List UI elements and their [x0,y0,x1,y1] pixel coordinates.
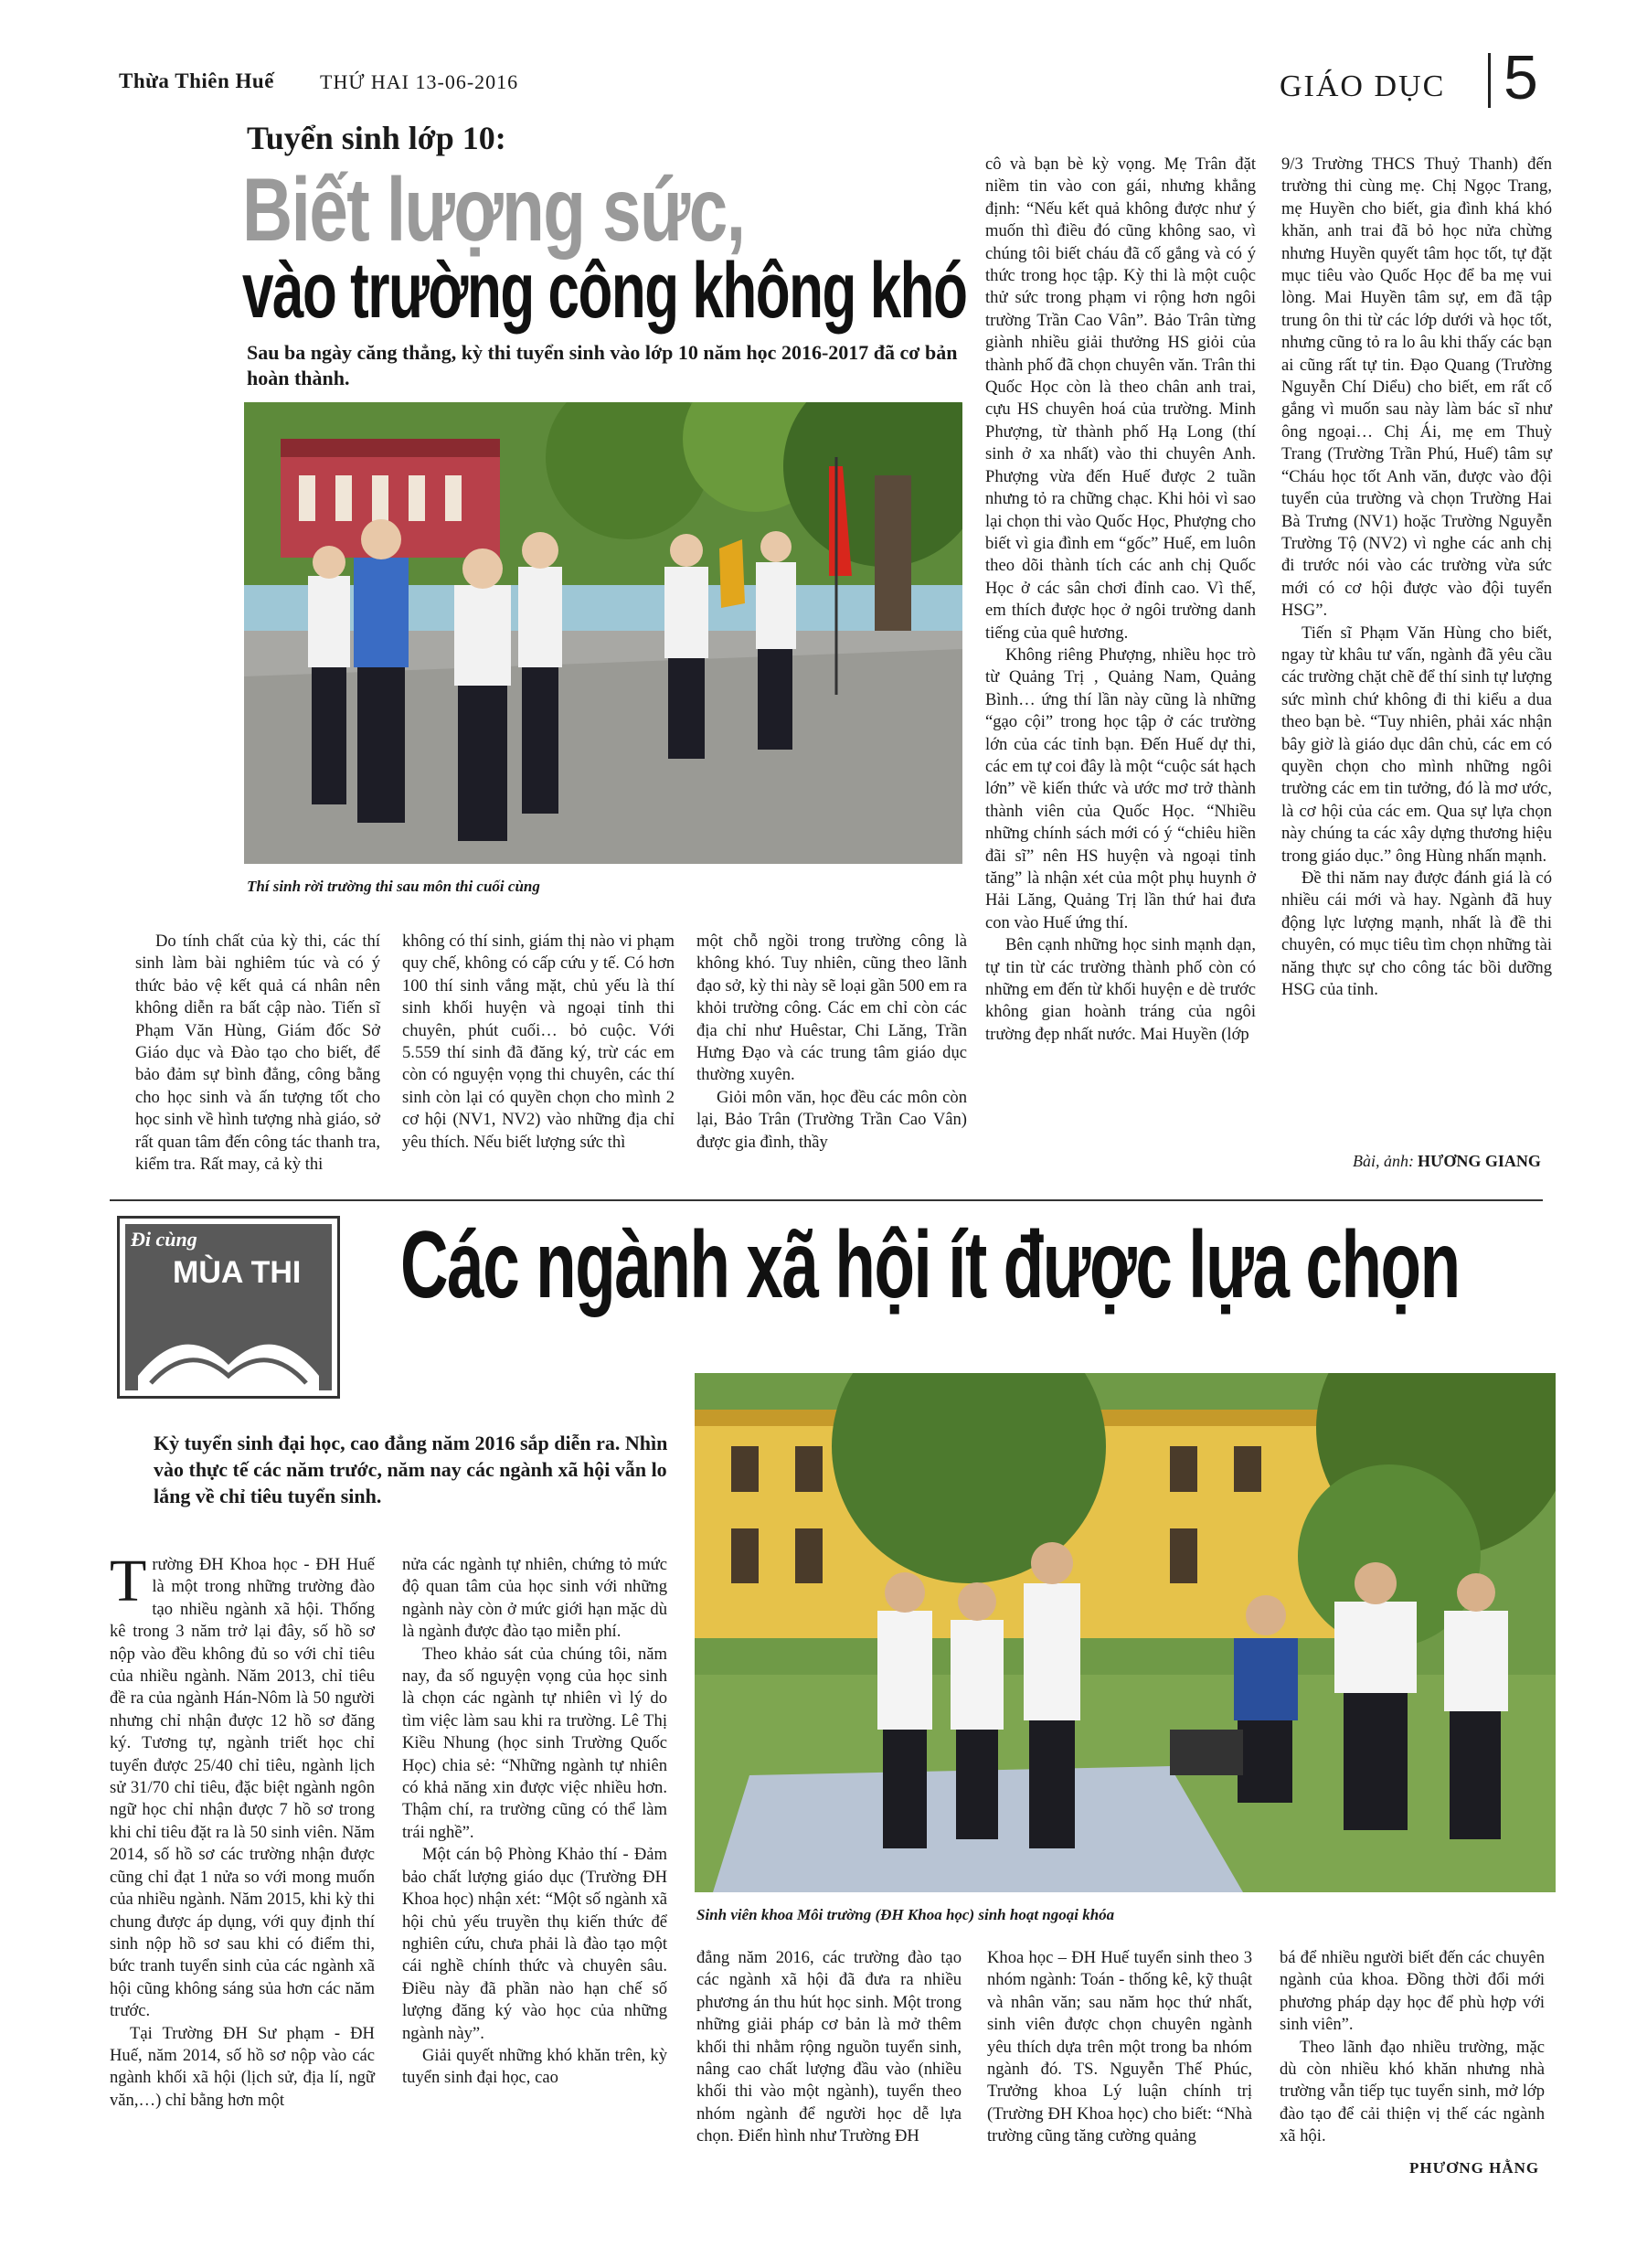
drop-cap: T [110,1548,147,1614]
article1-sapo: Sau ba ngày căng thẳng, kỳ thi tuyển sinh vào lớp 10 năm học 2016-2017 đã cơ bản hoàn thành. [247,341,958,389]
article-divider [110,1199,1543,1201]
article2-photo [695,1373,1556,1892]
article2-column-3 [696,1947,962,2148]
article2-byline: PHƯƠNG HẰNG [1409,2159,1540,2177]
paragraph [110,1548,375,2023]
paragraph: đẳng năm 2016, các trường đào tạo các ngành xã hội đã đưa ra nhiều phương án thu hút học sinh. Một trong những giải pháp cơ bản là mở thêm khối thi nhằm rộng nguồn tuyển sinh, nâng cao chất lượng đầu vào (nhiều khối thi vào một ngành), tuyển theo nhóm ngành để người học dễ lựa chọn. Điển hình như Trường ĐH [696,1948,962,2146]
header-divider [1488,53,1491,108]
paragraph: Bên cạnh những học sinh mạnh dạn, tự tin từ các trường thành phố còn có những em đến từ khối huyện e dè trước không gian hoành tráng của ngôi trường đẹp nhất nước. Mai Huyền (lớp [985,935,1256,1044]
article2-headline: Các ngành xã hội ít được lựa chọn [400,1212,1460,1318]
paragraph: Không riêng Phượng, nhiều học trò từ Quảng Trị , Quảng Nam, Quảng Bình… ứng thí lần này cũng là những “gạo cội” trong học tập ở các trường lớn của các tỉnh bạn. Đến Huế dự thi, các em tự coi đây là một “cuộc sát hạch lớn” về kiến thức và ước mơ trở thành thành viên của Quốc Học. “Nhiều những chính sách mới có ý “chiêu hiền đãi sĩ” nên HS huyện và ngoại tỉnh tăng” là nhận xét của một phụ huynh ở Hải Lăng, Quảng Trị lần thứ hai đưa con vào Huế ứng thí. [985,644,1256,932]
series-logo [117,1216,340,1399]
page-number: 5 [1504,43,1538,112]
paragraph: Khoa học – ĐH Huế tuyển sinh theo 3 nhóm ngành: Toán - thống kê, kỹ thuật và nhân văn; sau năm học thứ nhất, sinh viên được chọn chuyên ngành yêu thích dựa trên một trong ba nhóm ngành đó. TS. Nguyễn Thế Phúc, Trưởng khoa Lý luận chính trị (Trường ĐH Khoa học) cho biết: “Nhà trường cũng tăng cường quảng [987,1948,1252,2146]
paragraph: không có thí sinh, giám thị nào vi phạm quy chế, không có cấp cứu y tế. Có hơn 100 thí sinh vắng mặt, chủ yếu là thí sinh khối huyện và ngoại tỉnh thi chuyên, phút cuối… bỏ cuộc. Với 5.559 thí sinh đã đăng ký, trừ các em còn có nguyện vọng thi chuyên, các thí sinh còn lại có quyền chọn cho mình 2 cơ hội (NV1, NV2) vào những địa chỉ yêu thích. Nếu biết lượng sức thì [402,932,675,1152]
paragraph: Tiến sĩ Phạm Văn Hùng cho biết, ngay từ khâu tư vấn, ngành đã yêu cầu các trường chặt chẽ để thí sinh tự lượng sức mình chứ không đi thi kiểu a dua theo bạn bè. “Tuy nhiên, phải xác nhận bây giờ là giáo dục dân chủ, các em có quyền chọn cho mình những ngôi trường các em tin tưởng, đó là mơ ước, là cơ hội của các em. Qua sự lựa chọn này chúng ta các xây dựng thương hiệu trong giáo dục.” ông Hùng nhấn mạnh. [1281,623,1552,866]
byline-author: HƯƠNG GIANG [1418,1152,1541,1170]
paper-name: Thừa Thiên Huế [119,69,274,92]
article1-headline-line1: Biết lượng sức, [242,159,745,260]
article1-column-4 [985,154,1256,1046]
issue-date: THỨ HAI 13-06-2016 [320,70,519,93]
paragraph: 9/3 Trường THCS Thuỷ Thanh) đến trường thi cùng mẹ. Chị Ngọc Trang, mẹ Huyền cho biết, gia đình khá khó khăn, anh trai đã bỏ học nửa chừng nhưng Huyền quyết tâm học tốt, tự đặt mục tiêu vào Quốc Học để ba mẹ vui lòng. Mai Huyền tâm sự, em đã tập trung ôn thi từ các lớp dưới và học tốt, nhưng cũng tỏ ra lo âu khi thấy các bạn ai cũng rất tự tin. Đạo Quang (Trường Nguyễn Chí Diểu) cho biết, em rất cố gắng vì muốn sau này làm bác sĩ như ông ngoại… Chị Ái, mẹ em Thuỳ Trang (Trường Trần Phú, Huế) tâm sự “Cháu học tốt Anh văn, được vào đội tuyển của trường và chọn Trường Hai Bà Trưng (NV1) hoặc Trường Nguyễn Trường Tộ (NV2) vì nghe các anh chị đi trước nói vào các trường vừa sức mới có cơ hội được vào đội tuyển HSG”. [1281,154,1552,621]
byline-prefix: Bài, ảnh: [1353,1152,1414,1170]
article1-photo-caption: Thí sinh rời trường thi sau môn thi cuối cùng [247,878,540,895]
paragraph: Theo lãnh đạo nhiều trường, mặc dù còn nhiều khó khăn nhưng nhà trường vẫn tiếp tục tuyển sinh, mở lớp đào tạo để cải thiện vị thế các ngành xã hội. [1280,2037,1545,2146]
article2-column-5 [1280,1947,1545,2148]
article2-sapo: Kỳ tuyển sinh đại học, cao đẳng năm 2016 sắp diễn ra. Nhìn vào thực tế các năm trước, năm nay các ngành xã hội vẫn lo lắng về chỉ tiêu tuyển sinh. [154,1432,668,1507]
paragraph: Giỏi môn văn, học đều các môn còn lại, Bảo Trân (Trường Trần Cao Vân) được gia đình, thầy [696,1087,967,1152]
paragraph: Giải quyết những khó khăn trên, kỳ tuyển sinh đại học, cao [402,2045,667,2088]
article2-column-4 [987,1947,1252,2148]
article2-column-1 [110,1548,375,2112]
logo-text-top: Đi cùng [131,1228,197,1251]
article1-column-2 [402,931,675,1154]
article1-column-1 [135,931,380,1176]
paragraph: cô và bạn bè kỳ vọng. Mẹ Trân đặt niềm tin vào con gái, nhưng khẳng định: “Nếu kết quả không được như ý muốn thì điều đó cũng không sao, vì chúng tôi biết cháu đã cố gắng và có ý thức trong học tập. Kỳ thi là một cuộc thử sức trong phạm vi rộng hơn ngôi trường Trần Cao Vân”. Bảo Trân từng giành nhiều giải thưởng HS giỏi của thành phố đã chọn chuyên văn. Trân thi Quốc Học còn là theo chân anh trai, cựu HS chuyên hoá của trường. Minh Phượng, từ thành phố Hạ Long (thí sinh ở xa nhất) vào thi chuyên Anh. Phượng vừa đến Huế được 2 tuần nhưng tỏ ra chững chạc. Khi hỏi vì sao lại chọn thi vào Quốc Học, Phượng cho biết vì gia đình em “gốc” Huế, em luôn theo dõi thành tích các anh chị Quốc Học ở các sân chơi đỉnh cao. Vì thế, em thích được học ở ngôi trường danh tiếng của quê hương. [985,154,1256,643]
logo-text-main: MÙA THI [173,1255,302,1290]
article1-byline [1353,1152,1541,1171]
paragraph: Do tính chất của kỳ thi, các thí sinh làm bài nghiêm túc và có ý thức bảo vệ kết quả cá nhân nên không diễn ra bất cập nào. Tiến sĩ Phạm Văn Hùng, Giám đốc Sở Giáo dục và Đào tạo cho biết, để bảo đảm sự bình đẳng, công bằng cho học sinh và ấn tượng tốt cho học sinh về hình tượng nhà giáo, sở rất quan tâm đến công tác thanh tra, kiểm tra. Rất may, cả kỳ thi [135,932,380,1175]
article1-column-5 [1281,154,1552,1001]
article2-photo-caption: Sinh viên khoa Môi trường (ĐH Khoa học) sinh hoạt ngoại khóa [696,1906,1115,1923]
article1-photo [244,402,962,864]
article1-headline-line2: vào trường công không khó [242,247,967,335]
paragraph: nửa các ngành tự nhiên, chứng tỏ mức độ quan tâm của học sinh với những ngành này còn ở mức giới hạn mặc dù là ngành được đào tạo miễn phí. [402,1555,667,1642]
paragraph: bá để nhiều người biết đến các chuyên ngành của khoa. Đồng thời đổi mới phương pháp dạy học để phù hợp với sinh viên”. [1280,1948,1545,2035]
paragraph: Một cán bộ Phòng Khảo thí - Đảm bảo chất lượng giáo dục (Trường ĐH Khoa học) nhận xét: “Một số ngành xã hội chủ yếu truyền thụ kiến thức để nghiên cứu, chưa phải là đào tạo một cái nghề chính thức và chuyên sâu. Điều này đã phần nào hạn chế số lượng đăng ký vào học của những ngành này”. [402,1845,667,2043]
article2-column-2 [402,1554,667,2090]
paragraph: Theo khảo sát của chúng tôi, năm nay, đa số nguyện vọng của học sinh là chọn các ngành tự nhiên vì lý do tìm việc làm sau khi ra trường. Lê Thị Kiều Nhung (học sinh Trường Quốc Học) chia sẻ: “Những ngành tự nhiên có khả năng xin được việc nhiều hơn. Thậm chí, ra trường cũng có thể làm trái nghề”. [402,1644,667,1842]
paragraph: Đề thi năm nay được đánh giá là có nhiều cái mới và hay. Ngành đã huy động lực lượng mạnh, nhất là đề thi chuyên, có mục tiêu tìm chọn những tài năng thực sự cho công tác bồi dưỡng HSG của tỉnh. [1281,868,1552,1000]
paragraph: Tại Trường ĐH Sư phạm - ĐH Huế, năm 2014, số hồ sơ nộp vào các ngành khối xã hội (lịch sử, địa lí, ngữ văn,…) chỉ bằng hơn một [110,2023,375,2110]
paragraph: một chỗ ngồi trong trường công là không khó. Tuy nhiên, cũng theo lãnh đạo sở, kỳ thi này sẽ loại gần 500 em ra khỏi trường công. Các em chỉ còn các địa chỉ như Huêstar, Chi Lăng, Trần Hưng Đạo và các trung tâm giáo dục thường xuyên. [696,932,967,1085]
article1-kicker: Tuyển sinh lớp 10: [247,120,506,156]
section-name: GIÁO DỤC [1280,69,1446,103]
article1-column-3 [696,931,967,1154]
paragraph-text: rường ĐH Khoa học - ĐH Huế là một trong những trường đào tạo nhiều ngành xã hội. Thống kê trong 3 năm trở lại đây, số hồ sơ nộp vào đều không đủ so với chỉ tiêu của nhiều ngành. Năm 2013, chỉ tiêu đề ra của ngành Hán-Nôm là 50 người nhưng chỉ nhận được 12 hồ sơ đăng ký. Tương tự, ngành triết học chỉ tuyển được 25/40 chỉ tiêu, ngành lịch sử 31/70 chỉ tiêu, đặc biệt ngành ngôn ngữ học chỉ nhận được 7 hồ sơ trong khi chỉ tiêu đặt ra là 50 sinh viên. Năm 2014, số hồ sơ các trường nhận được cũng chỉ đạt 1 nửa so với mong muốn của nhiều ngành. Năm 2015, khi kỳ thi chung được áp dụng, với quy định thí sinh nộp hồ sơ sau khi có điểm thi, bức tranh tuyển sinh của các ngành xã hội cũng không sáng sủa hơn các năm trước. [110,1555,375,2021]
